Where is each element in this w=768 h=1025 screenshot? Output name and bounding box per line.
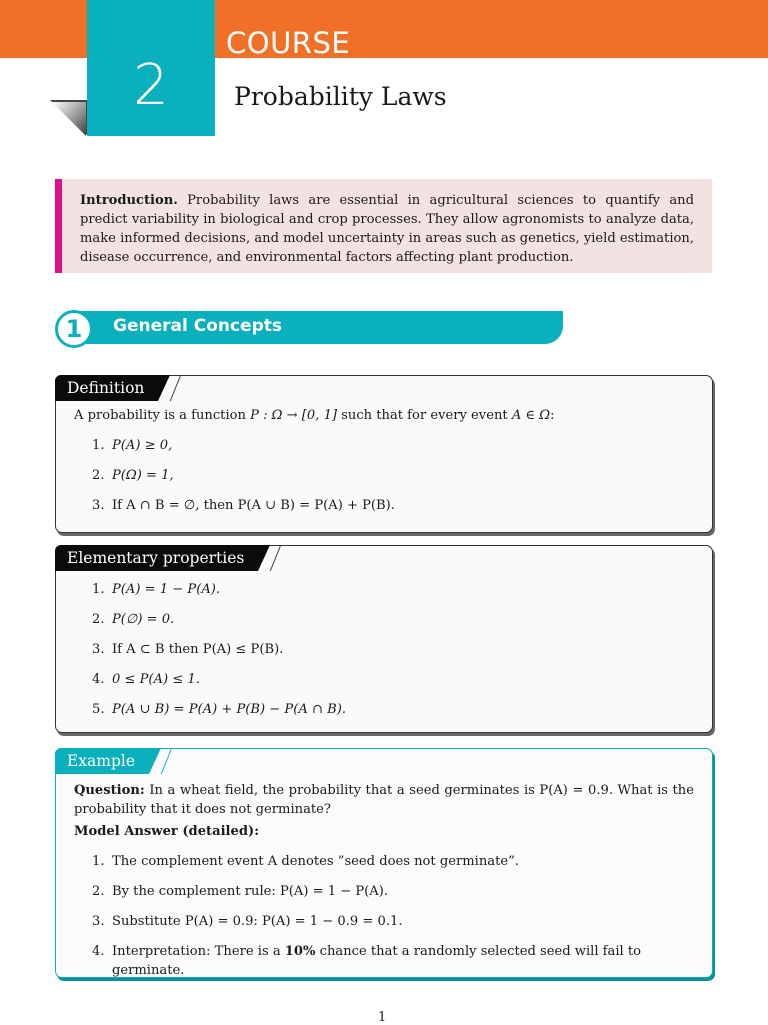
chapter-title: Probability Laws: [234, 82, 447, 111]
list-item: 3. If A ∩ B = ∅, then P(A ∪ B) = P(A) + P(B).: [92, 498, 395, 513]
introduction-lead: Introduction.: [80, 193, 178, 208]
section-heading: [55, 310, 565, 348]
definition-text: A probability is a function: [74, 408, 251, 423]
example-content: [74, 781, 694, 980]
definition-math: P : Ω → [0, 1]: [250, 408, 338, 423]
question-text: In a wheat field, the probability that a seed germinates is P(A) = 0.9. What is the probability that it does not germinate?: [74, 783, 694, 817]
definition-math: A ∈ Ω: [511, 408, 551, 423]
definition-content: [74, 406, 694, 515]
list-item: 2. By the complement rule: P(A) = 1 − P(A).: [92, 884, 389, 899]
list-item: 2. P(∅) = 0.: [92, 612, 175, 627]
list-item: 3. Substitute P(A) = 0.9: P(A) = 1 − 0.9 = 0.1.: [92, 914, 403, 929]
properties-list: [74, 580, 694, 719]
section-title: General Concepts: [113, 316, 282, 336]
introduction-text: Probability laws are essential in agricultural sciences to quantify and predict variability in biological and crop processes. They allow agronomists to analyze data, make informed decisions, and model uncertainty in areas such as genetics, yield estimation, disease occurrence, and environmental factors affecting plant production.: [80, 193, 694, 265]
list-item: 1. P(A) ≥ 0,: [92, 438, 173, 453]
chapter-number: 2: [133, 53, 169, 118]
definition-axioms-list: [74, 436, 694, 515]
definition-text: such that for every event: [337, 408, 512, 423]
tab-swoosh-decoration: [264, 545, 282, 571]
course-label: COURSE: [226, 26, 351, 60]
chapter-number-box: [87, 0, 215, 136]
list-item: 4. 0 ≤ P(A) ≤ 1.: [92, 672, 200, 687]
properties-tab-label: Elementary properties: [67, 549, 245, 567]
section-number: 1: [55, 310, 93, 348]
properties-content: [74, 580, 694, 719]
model-answer-list: [74, 852, 694, 980]
definition-tab-label: Definition: [67, 379, 145, 397]
tab-swoosh-decoration: [164, 375, 182, 401]
list-item: 1. P(A) = 1 − P(A).: [92, 582, 221, 597]
page-number: 1: [378, 1010, 387, 1025]
definition-statement: [74, 406, 694, 425]
properties-box: [55, 545, 713, 733]
properties-tab: [55, 545, 258, 571]
list-item: 3. If A ⊂ B then P(A) ≤ P(B).: [92, 642, 284, 657]
list-item: 5. P(A ∪ B) = P(A) + P(B) − P(A ∩ B).: [92, 702, 346, 717]
example-question: [74, 781, 694, 819]
introduction-box: [55, 179, 712, 273]
question-label: Question:: [74, 783, 145, 798]
example-tab-label: Example: [67, 752, 136, 770]
list-item: 4. Interpretation: There is a 10% chance that a randomly selected seed will fail to germinate.: [92, 944, 642, 978]
definition-text: :: [550, 408, 555, 423]
model-answer-heading: Model Answer (detailed):: [74, 824, 260, 839]
example-box: [55, 748, 713, 978]
percentage-highlight: 10%: [284, 944, 316, 959]
definition-box: [55, 375, 713, 533]
definition-tab: [55, 375, 158, 401]
list-item: 1. The complement event A denotes ”seed does not germinate”.: [92, 854, 519, 869]
tab-swoosh-decoration: [155, 748, 173, 774]
example-tab: [55, 748, 149, 774]
list-item: 2. P(Ω) = 1,: [92, 468, 174, 483]
